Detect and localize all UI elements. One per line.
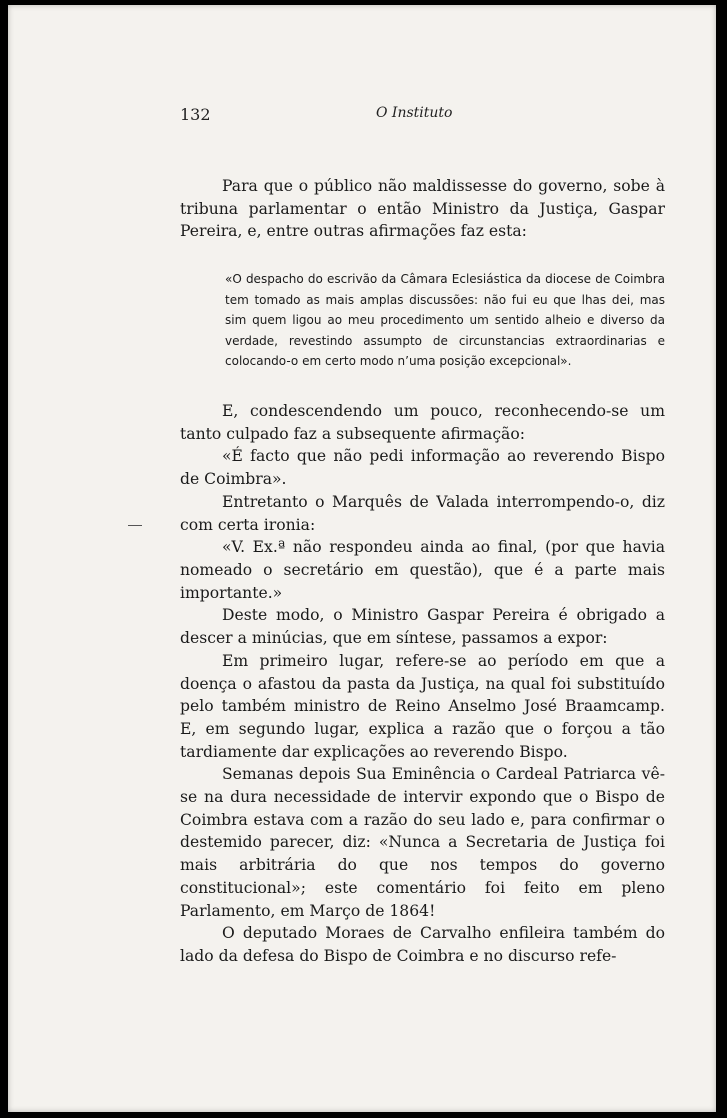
scanned-page [8,5,716,1112]
paragraph: Para que o público não maldissesse do governo, sobe à tribuna parlamentar o então Ministro da Justiça, Gaspar Pereira, e, entre outras afirmações faz esta: [180,177,665,241]
paragraph: E, condescendendo um pouco, reconhecendo-se um tanto culpado faz a subsequente afirmação: [180,402,665,443]
paragraph: «V. Ex.ª não respondeu ainda ao final, (por que havia nomeado o secretário em questão), que é a parte mais importante.» [180,538,665,602]
paragraph: Deste modo, o Ministro Gaspar Pereira é obrigado a descer a minúcias, que em síntese, passamos a expor: [180,606,665,648]
margin-mark [128,525,142,526]
paragraph: Em primeiro lugar, refere-se ao período em que a doença o afastou da pasta da Justiça, na qual foi substituído pelo também ministro de Reino Anselmo José Braamcamp. E, em segundo lugar, explica a razão que o forçou a tão tardiamente dar explicações ao reverendo Bispo. [180,651,665,761]
block-quote: «O despacho do escrivão da Câmara Eclesiástica da diocese de Coimbra tem tomado as mais amplas discussões: não fui eu que lhas dei, mas sim quem ligou ao meu procedimento um sentido alheio e diverso da verdade, revestindo assumpto de circunstancias extraordinarias e colocando-o em certo modo n’uma posição excepcional». [225,272,665,369]
paragraph: O deputado Moraes de Carvalho enfileira também do lado da defesa do Bispo de Coimbra e no discurso refe- [180,924,665,965]
running-title: O Instituto [376,105,453,121]
paragraph: «É facto que não pedi informação ao reverendo Bispo de Coimbra». [180,447,665,489]
page-body [180,175,665,968]
paragraph: Entretanto o Marquês de Valada interrompendo-o, diz com certa ironia: [180,492,665,534]
page-header [8,105,716,129]
paragraph: Semanas depois Sua Eminência o Cardeal Patriarca vê-se na dura necessidade de intervir expondo que o Bispo de Coimbra estava com a razão do seu lado e, para confirmar o destemido parecer, diz: «Nunca a Secretaria de Justiça foi mais arbitrária do que nos tempos do governo constitucional»; este comentário foi feito em pleno Parlamento, em Março de 1864! [180,765,665,920]
page-number: 132 [180,105,211,124]
